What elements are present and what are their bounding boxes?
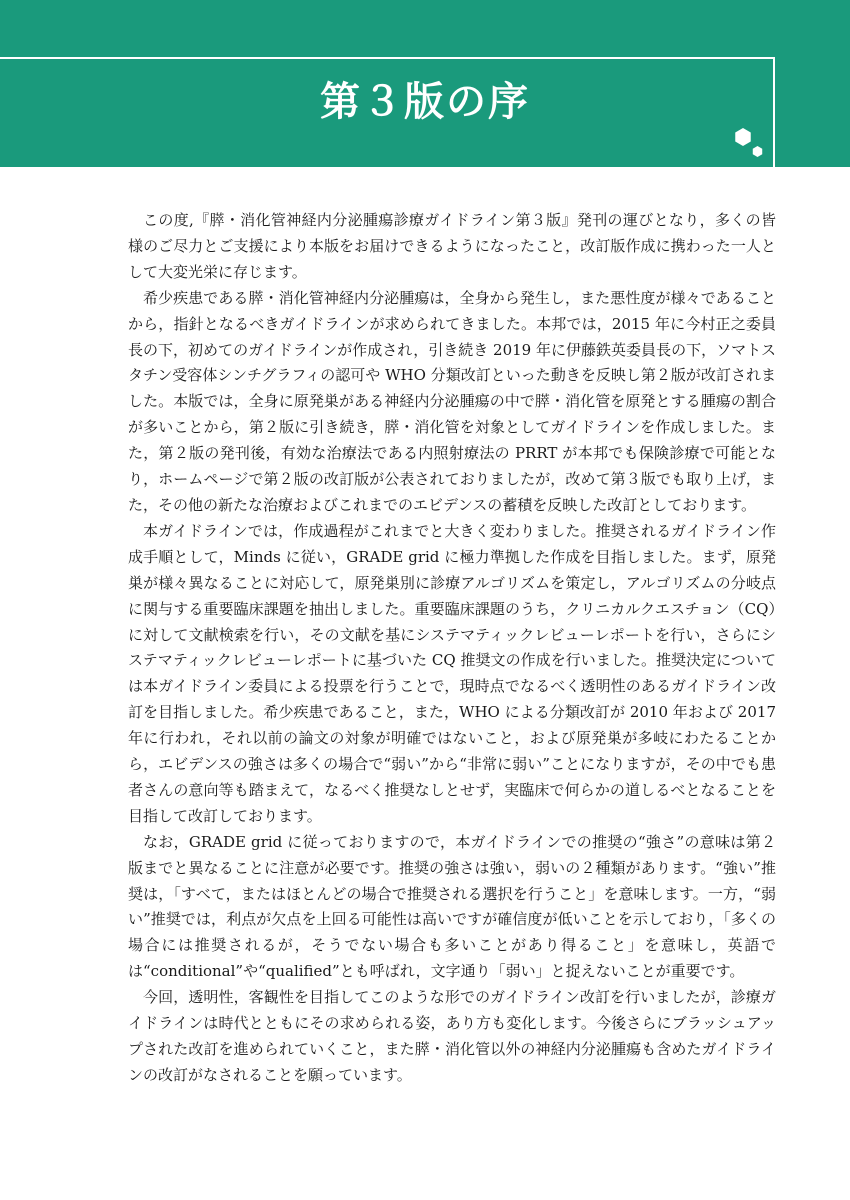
paragraph-2: 希少疾患である膵・消化管神経内分泌腫瘍は，全身から発生し，また悪性度が様々であることから，指針となるべきガイドラインが求められてきました。本邦では，2015 年に今村正之委員長の下，初めてのガイドラインが作成され，引き続き 2019 年に伊藤鉄英委員長の下，ソマトスタチン受容体シンチグラフィの認可や WHO 分類改訂といった動きを反映し第２版が改訂されました。本版では，全身に原発巣がある神経内分泌腫瘍の中で膵・消化管を原発とする腫瘍の割合が多いことから，第２版に引き続き，膵・消化管を対象としてガイドラインを作成しました。また，第２版の発刊後，有効な治療法である内照射療法の PRRT が本邦でも保険診療で可能となり，ホームページで第２版の改訂版が公表されておりましたが，改めて第３版でも取り上げ，また，その他の新たな治療およびこれまでのエビデンスの蓄積を反映した改訂としております。 [128,288,776,514]
paragraph-4: なお，GRADE grid に従っておりますので，本ガイドラインでの推奨の“強さ”の意味は第２版までと異なることに注意が必要です。推奨の強さは強い，弱いの２種類があります。“強い”推奨は，「すべて，またはほとんどの場合で推奨される選択を行うこと」を意味します。一方，“弱い”推奨では，利点が欠点を上回る可能性は高いですが確信度が低いことを示しており，「多くの場合には推奨されるが，そうでない場合も多いことがあり得ること」を意味し，英語では“conditional”や“qualified”とも呼ばれ，文字通り「弱い」と捉えないことが重要です。 [128,832,776,981]
paragraph-3: 本ガイドラインでは，作成過程がこれまでと大きく変わりました。推奨されるガイドライン作成手順として，Minds に従い，GRADE grid に極力準拠した作成を目指しました。まず，原発巣が様々異なることに対応して，原発巣別に診療アルゴリズムを策定し，アルゴリズムの分岐点に関与する重要臨床課題を抽出しました。重要臨床課題のうち，クリニカルクエスチョン（CQ）に対して文献検索を行い，その文献を基にシステマティックレビューレポートを行い，さらにシステマティックレビューレポートに基づいた CQ 推奨文の作成を行いました。推奨決定については本ガイドライン委員による投票を行うことで，現時点でなるべく透明性のあるガイドライン改訂を目指しました。希少疾患であること，また，WHO による分類改訂が 2010 年および 2017 年に行われ，それ以前の論文の対象が明確ではないこと，および原発巣が多岐にわたることから，エビデンスの強さは多くの場合で“弱い”から“非常に弱い”ことになりますが，その中でも患者さんの意向等も踏まえて，なるべく推奨なしとせず，実臨床で何らかの道しるべとなることを目指して改訂しております。 [128,521,776,825]
paragraph-1: この度,『膵・消化管神経内分泌腫瘍診療ガイドライン第３版』発刊の運びとなり，多くの皆様のご尽力とご支援により本版をお届けできるようになったこと，改訂版作成に携わった一人として大変光栄に存じます。 [128,211,776,281]
paragraph-5: 今回，透明性，客観性を目指してこのような形でのガイドライン改訂を行いましたが，診療ガイドラインは時代とともにその求められる姿，あり方も変化します。今後さらにブラッシュアップされた改訂を進められていくこと，また膵・消化管以外の神経内分泌腫瘍も含めたガイドラインの改訂がなされることを願っています。 [128,988,776,1084]
page-title: 第３版の序 [320,79,530,125]
preface-body [128,208,776,1089]
header-band [0,0,850,167]
